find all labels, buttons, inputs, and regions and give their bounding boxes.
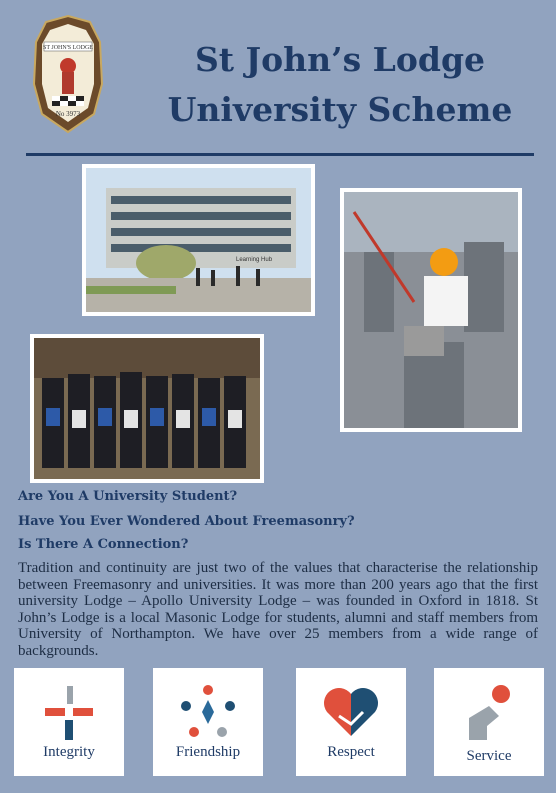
intro-paragraph: Tradition and continuity are just two of the values that characterise the relationship between Freemasonry and universities. It was more than 200 years ago that the first university Lodge – Apollo University Lodge – was founded in Oxford in 1818. St John’s Lodge is a local Masonic Lodge for students, alumni and staff members from University of Northampton. We have over 25 members from a wide range of backgrounds. bbox=[18, 560, 538, 659]
page-title-line1: St John’s Lodge bbox=[194, 40, 486, 79]
crest-banner-text: ST JOHN'S LODGE bbox=[43, 45, 93, 51]
value-card-integrity bbox=[14, 668, 124, 776]
crest-number-text: No 3973 bbox=[55, 110, 81, 118]
page-title-line2: University Scheme bbox=[167, 90, 513, 129]
title-divider bbox=[26, 153, 534, 156]
question-2: Have You Ever Wondered About Freemasonry? bbox=[18, 514, 355, 529]
abseil-photo bbox=[340, 188, 522, 432]
lodge-crest-logo bbox=[30, 14, 106, 136]
helping-hand-icon bbox=[459, 682, 519, 742]
value-card-respect bbox=[296, 668, 406, 776]
people-circle-icon bbox=[178, 682, 238, 742]
value-label-friendship: Friendship bbox=[175, 744, 241, 760]
campus-sign: Learning Hub bbox=[236, 257, 273, 263]
question-1: Are You A University Student? bbox=[18, 489, 238, 504]
value-label-integrity: Integrity bbox=[43, 744, 95, 760]
question-3: Is There A Connection? bbox=[18, 537, 189, 552]
lodge-members-photo bbox=[30, 334, 264, 483]
value-card-service bbox=[434, 668, 544, 776]
campus-photo bbox=[82, 164, 315, 316]
heart-handshake-icon bbox=[321, 682, 381, 742]
value-label-service: Service bbox=[466, 748, 512, 764]
value-label-respect: Respect bbox=[327, 744, 375, 760]
value-card-friendship bbox=[153, 668, 263, 776]
hands-icon bbox=[39, 682, 99, 742]
